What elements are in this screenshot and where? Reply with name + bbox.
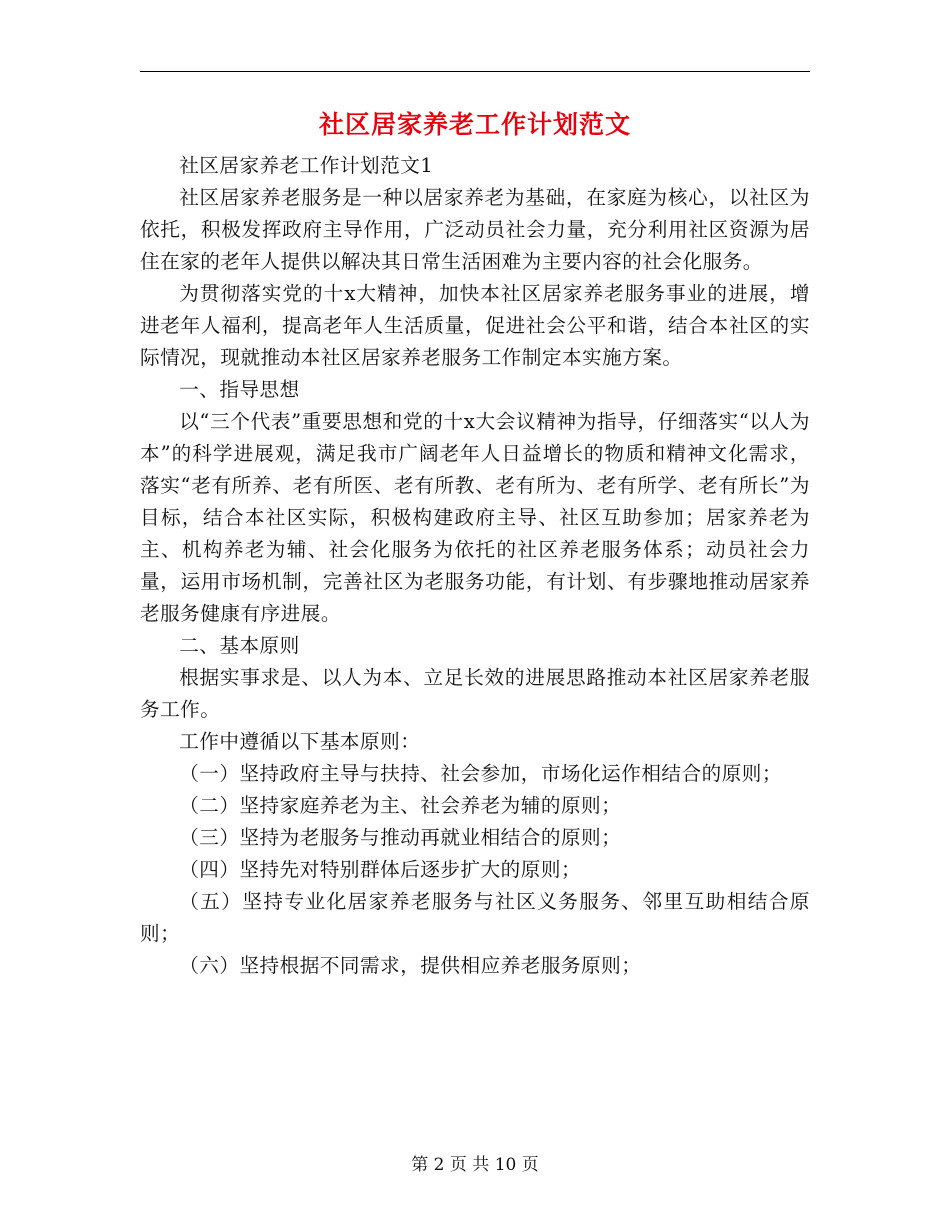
principle-item: （二）坚持家庭养老为主、社会养老为辅的原则；	[179, 794, 622, 817]
principle-item: （三）坚持为老服务与推动再就业相结合的原则；	[179, 826, 622, 849]
principle-item: （四）坚持先对特别群体后逐步扩大的原则；	[179, 858, 582, 881]
paragraph: 为贯彻落实党的十x大精神，加快本社区居家养老服务事业的进展，增进老年人福利，提高老年人生活质量，促进社会公平和谐，结合本社区的实际情况，现就推动本社区居家养老服务工作制定本实施方案。	[140, 282, 810, 369]
paragraph: 以“三个代表”重要思想和党的十x大会议精神为指导，仔细落实“以人为本”的科学进展观，满足我市广阔老年人日益增长的物质和精神文化需求，落实“老有所养、老有所医、老有所教、老有所为、老有所学、老有所长”为目标，结合本社区实际，积极构建政府主导、社区互助参加；居家养老为主、机构养老为辅、社会化服务为依托的社区养老服务体系；动员社会力量，运用市场机制，完善社区为老服务功能，有计划、有步骤地推动居家养老服务健康有序进展。	[140, 410, 810, 625]
header-rule	[140, 71, 810, 72]
paragraph: 工作中遵循以下基本原则：	[179, 730, 421, 753]
document-title: 社区居家养老工作计划范文	[318, 110, 631, 139]
paragraph: 根据实事求是、以人为本、立足长效的进展思路推动本社区居家养老服务工作。	[140, 666, 810, 721]
paragraph-subtitle: 社区居家养老工作计划范文1	[179, 154, 434, 177]
document-body	[140, 150, 810, 982]
principle-item: （六）坚持根据不同需求，提供相应养老服务原则；	[179, 954, 642, 977]
principle-item: （五）坚持专业化居家养老服务与社区义务服务、邻里互助相结合原则；	[140, 890, 810, 945]
paragraph: 社区居家养老服务是一种以居家养老为基础，在家庭为核心，以社区为依托，积极发挥政府主导作用，广泛动员社会力量，充分利用社区资源为居住在家的老年人提供以解决其日常生活困难为主要内容的社会化服务。	[140, 186, 810, 273]
page-number: 第 2 页 共 10 页	[411, 1155, 539, 1175]
principle-item: （一）坚持政府主导与扶持、社会参加，市场化运作相结合的原则；	[179, 762, 782, 785]
page-footer	[0, 1154, 950, 1176]
section-heading: 一、指导思想	[179, 378, 300, 401]
section-heading: 二、基本原则	[179, 634, 300, 657]
